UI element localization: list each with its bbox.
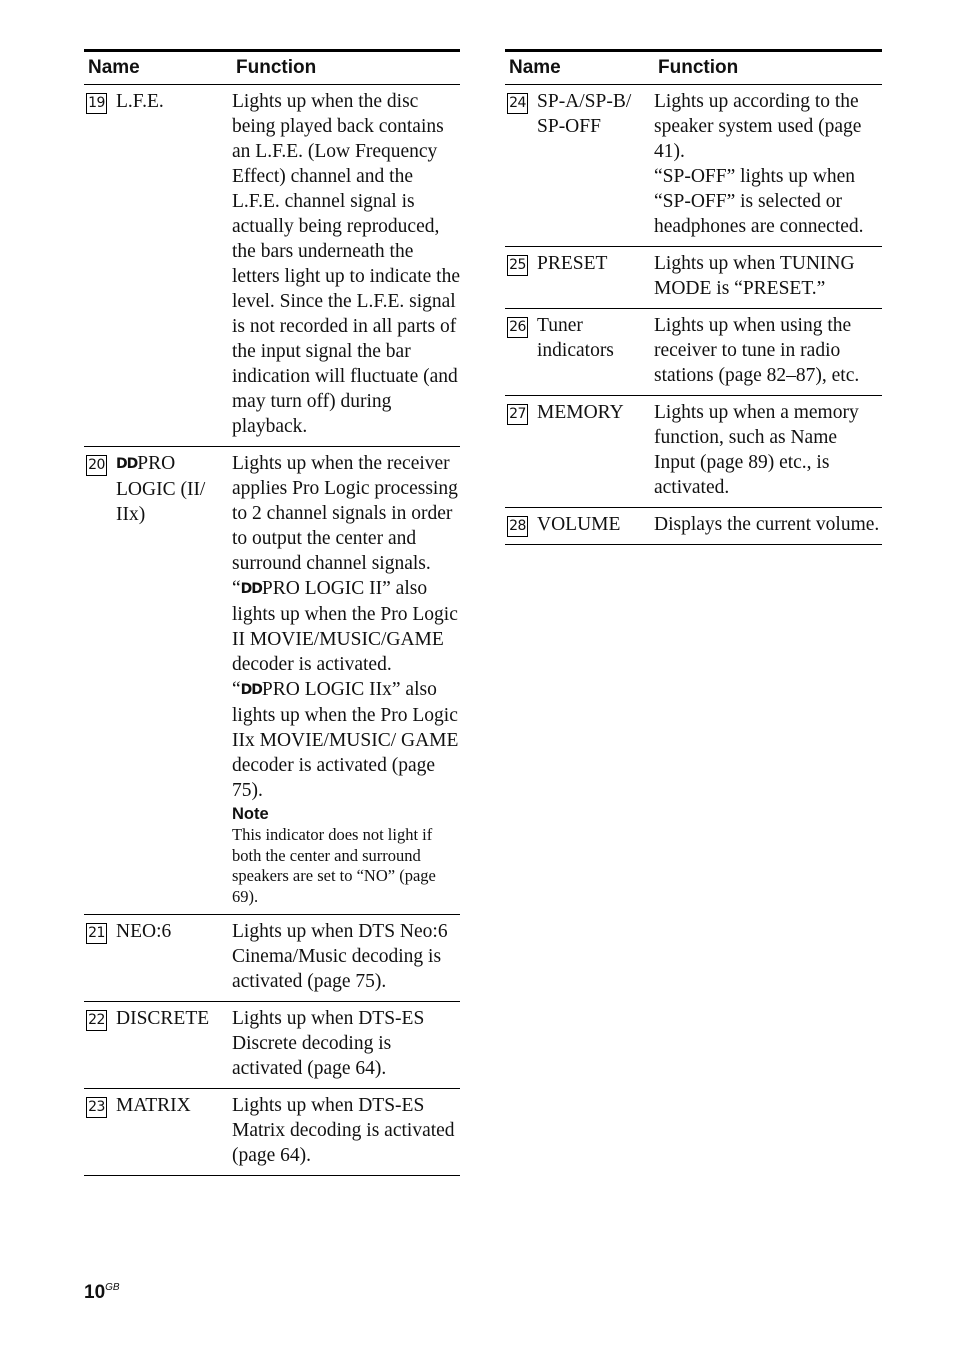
table-header-row xyxy=(505,51,882,85)
table-header-row xyxy=(84,51,460,85)
note-text: This indicator does not light if both the center and surround speakers are set to “NO” (page 69). xyxy=(232,825,436,906)
indicator-name: VOLUME xyxy=(537,508,654,545)
indicator-name xyxy=(116,447,232,915)
table-row xyxy=(505,508,882,545)
table-row xyxy=(84,915,460,1002)
function-text-part: Lights up according to the speaker system used (page 41). xyxy=(654,91,862,162)
function-text-part: PRO LOGIC IIx” also lights up when the Pro Logic IIx MOVIE/MUSIC/ GAME decoder is activated (page 75). xyxy=(232,679,459,801)
page-number xyxy=(84,1282,120,1304)
indicator-function xyxy=(232,447,460,915)
item-number-badge: 27 xyxy=(507,404,528,425)
header-name: Name xyxy=(84,51,232,85)
table-row xyxy=(505,309,882,396)
indicator-function: Lights up when using the receiver to tune in radio stations (page 82–87), etc. xyxy=(654,309,882,396)
function-text-part: PRO LOGIC II” also lights up when the Pro Logic II MOVIE/MUSIC/GAME decoder is activated. “ xyxy=(232,578,458,700)
table-row xyxy=(84,85,460,447)
function-text-part: Lights up when the receiver applies Pro Logic processing to 2 channel signals in order to output the center and surround channel signals. “ xyxy=(232,453,458,599)
indicator-name: NEO:6 xyxy=(116,915,232,1002)
table-row xyxy=(84,1002,460,1089)
item-number-badge: 20 xyxy=(86,455,107,476)
right-indicator-table xyxy=(505,49,882,545)
table-row xyxy=(84,447,460,915)
indicator-function: Lights up when TUNING MODE is “PRESET.” xyxy=(654,247,882,309)
indicator-function: Lights up when DTS-ES Matrix decoding is activated (page 64). xyxy=(232,1089,460,1176)
function-text-part: “SP-OFF” lights up when “SP-OFF” is selected or headphones are connected. xyxy=(654,166,864,237)
item-number-badge: 22 xyxy=(86,1010,107,1031)
item-number-badge: 25 xyxy=(507,255,528,276)
item-number-badge: 26 xyxy=(507,317,528,338)
item-number-badge: 28 xyxy=(507,516,528,537)
dolby-logo-icon: DD xyxy=(240,581,262,597)
header-name: Name xyxy=(505,51,654,85)
item-number-badge: 23 xyxy=(86,1097,107,1118)
indicator-name: DISCRETE xyxy=(116,1002,232,1089)
dolby-logo-icon: DD xyxy=(116,456,138,472)
left-indicator-table xyxy=(84,49,460,1176)
table-row xyxy=(505,85,882,247)
indicator-function: Lights up when the disc being played back contains an L.F.E. (Low Frequency Effect) channel and the L.F.E. channel signal is actually being reproduced, the bars underneath the letters light up to indicate the level. Since the L.F.E. signal is not recorded in all parts of the input signal the bar indication will fluctuate (and may turn off) during playback. xyxy=(232,85,460,447)
indicator-function: Lights up when DTS Neo:6 Cinema/Music decoding is activated (page 75). xyxy=(232,915,460,1002)
indicator-name: MEMORY xyxy=(537,396,654,508)
indicator-name: Tuner indicators xyxy=(537,309,654,396)
item-number-badge: 19 xyxy=(86,93,107,114)
table-row xyxy=(84,1089,460,1176)
table-row xyxy=(505,396,882,508)
item-number-badge: 21 xyxy=(86,923,107,944)
indicator-function: Lights up when a memory function, such as Name Input (page 89) etc., is activated. xyxy=(654,396,882,508)
indicator-function: Displays the current volume. xyxy=(654,508,882,545)
indicator-function: Lights up when DTS-ES Discrete decoding is activated (page 64). xyxy=(232,1002,460,1089)
indicator-name: L.F.E. xyxy=(116,85,232,447)
item-number-badge: 24 xyxy=(507,93,528,114)
indicator-name: MATRIX xyxy=(116,1089,232,1176)
note-label: Note xyxy=(232,805,269,823)
dolby-logo-icon: DD xyxy=(240,682,262,698)
header-function: Function xyxy=(232,51,460,85)
indicator-name: SP-A/SP-B/ SP-OFF xyxy=(537,85,654,247)
table-row xyxy=(505,247,882,309)
page-number-value: 10 xyxy=(84,1282,106,1303)
page-region-suffix: GB xyxy=(105,1282,120,1293)
indicator-name-text: PRO LOGIC (II/ IIx) xyxy=(116,453,206,525)
indicator-function xyxy=(654,85,882,247)
indicator-name: PRESET xyxy=(537,247,654,309)
header-function: Function xyxy=(654,51,882,85)
